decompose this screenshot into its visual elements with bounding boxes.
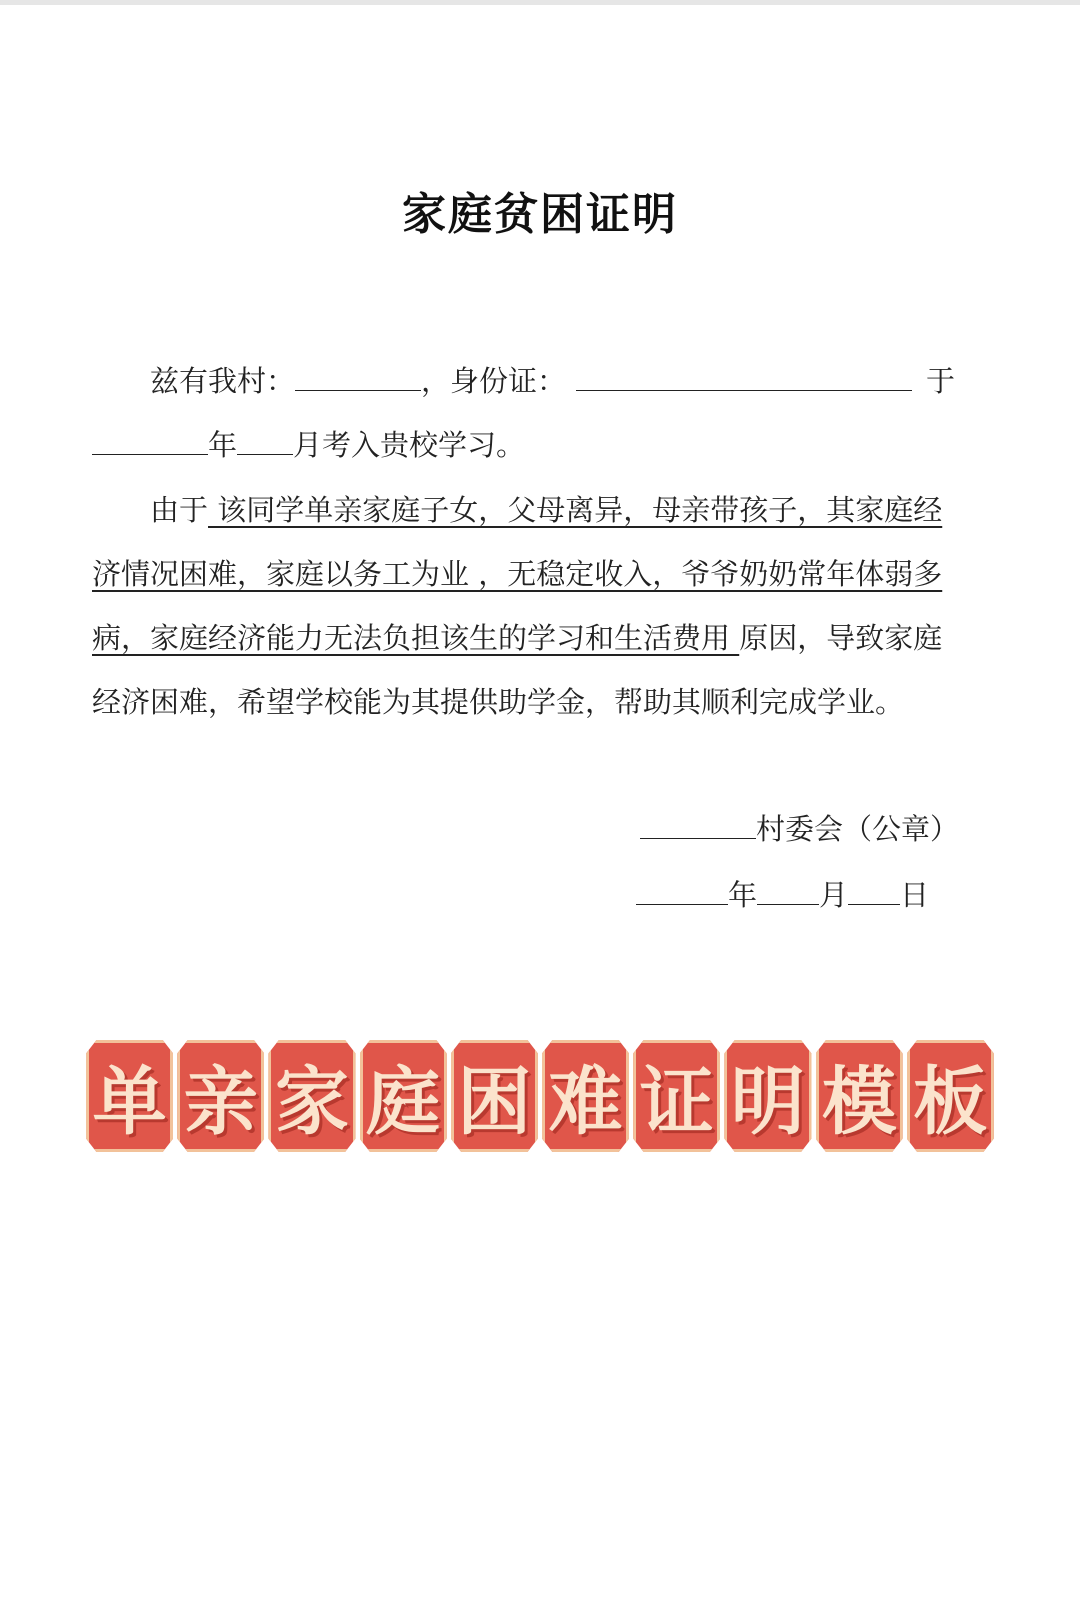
- sign-day-blank[interactable]: [848, 876, 900, 905]
- banner-char: 模: [822, 1059, 897, 1145]
- intro-line: [150, 362, 955, 399]
- banner-tile: [814, 1040, 905, 1152]
- sign-year-label: 年: [728, 878, 758, 912]
- banner-tile: [540, 1040, 631, 1152]
- enrol-month-label: 月考入贵校学习。: [293, 428, 526, 462]
- banner-tile: [449, 1040, 540, 1152]
- reason-line-1: [150, 492, 942, 528]
- banner-tile: [905, 1040, 996, 1152]
- signature-committee-line: [640, 810, 959, 847]
- sign-day-label: 日: [900, 878, 930, 912]
- banner-char: 困: [457, 1059, 532, 1145]
- reason-prefix: 由于: [150, 493, 209, 527]
- year-blank[interactable]: [92, 426, 208, 455]
- month-blank[interactable]: [237, 426, 293, 455]
- enrol-line: [92, 426, 525, 463]
- banner-char: 亲: [183, 1059, 258, 1145]
- banner-char: 证: [639, 1059, 714, 1145]
- signature-date-line: [636, 876, 929, 913]
- reason-tail: 原因，导致家庭: [739, 621, 943, 655]
- banner-tile: [266, 1040, 357, 1152]
- banner-tile: [358, 1040, 449, 1152]
- reason-underlined-3: 病，家庭经济能力无法负担该生的学习和生活费用: [92, 621, 740, 655]
- banner-char: 明: [730, 1059, 805, 1145]
- banner-char: 家: [274, 1059, 349, 1145]
- enrol-year-label: 年: [208, 428, 238, 462]
- banner-tile: [175, 1040, 266, 1152]
- committee-label: 村委会（公章）: [756, 812, 960, 846]
- name-blank[interactable]: [295, 362, 421, 391]
- sign-month-blank[interactable]: [757, 876, 819, 905]
- intro-label-id: ，身份证：: [421, 364, 567, 398]
- reason-underlined-1: 该同学单亲家庭子女，父母离异，母亲带孩子，其家庭经: [208, 493, 943, 527]
- reason-line-2: [92, 556, 942, 592]
- reason-line-4: [92, 684, 904, 720]
- id-blank[interactable]: [576, 362, 912, 391]
- reason-line-3: [92, 620, 942, 656]
- top-divider: [0, 0, 1080, 5]
- banner-tile: [722, 1040, 813, 1152]
- intro-label-village: 兹有我村：: [150, 364, 296, 398]
- banner-tile: [631, 1040, 722, 1152]
- reason-conclusion: 经济困难，希望学校能为其提供助学金，帮助其顺利完成学业。: [92, 685, 905, 719]
- reason-underlined-2: 济情况困难，家庭以务工为业 ，无稳定收入，爷爷奶奶常年体弱多: [92, 557, 943, 591]
- banner-char: 庭: [366, 1059, 441, 1145]
- banner-char: 难: [548, 1059, 623, 1145]
- sign-year-blank[interactable]: [636, 876, 728, 905]
- banner-tile: [84, 1040, 175, 1152]
- sign-month-label: 月: [819, 878, 849, 912]
- document-title: 家庭贫困证明: [402, 189, 678, 240]
- banner-char: 板: [913, 1059, 988, 1145]
- intro-label-at: 于: [926, 364, 956, 398]
- banner-char: 单: [92, 1059, 167, 1145]
- template-banner: [84, 1040, 996, 1152]
- committee-blank[interactable]: [640, 810, 756, 839]
